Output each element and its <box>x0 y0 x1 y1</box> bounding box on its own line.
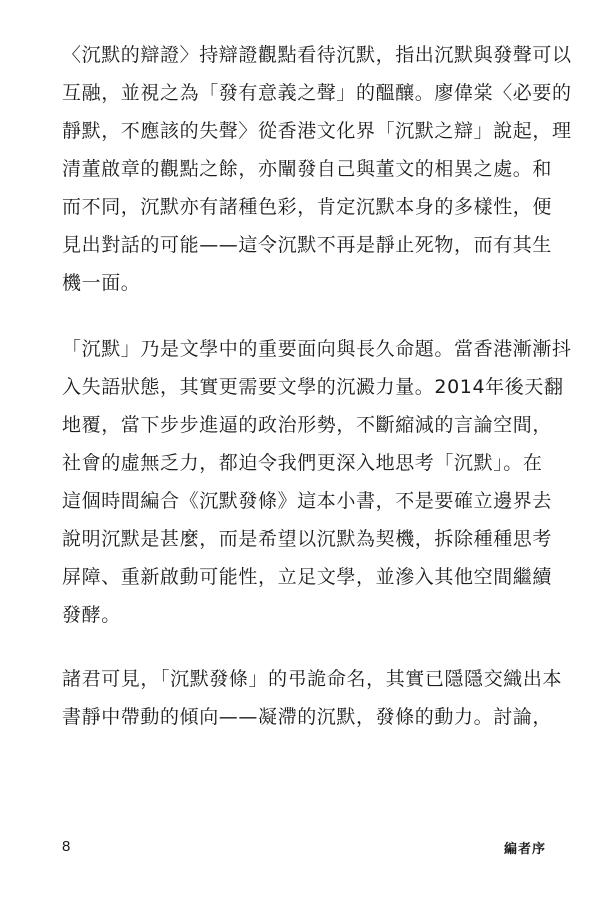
text-line: 書靜中帶動的傾向——凝滯的沉默，發條的動力。討論， <box>62 706 553 728</box>
text-line: 機一面。 <box>62 272 141 294</box>
text-line: 發酵。 <box>62 604 121 626</box>
paragraph-1 <box>62 36 572 302</box>
text-line: 屏障、重新啟動可能性，立足文學，並滲入其他空間繼續 <box>62 566 553 588</box>
text-line: 「沉默」乃是文學中的重要面向與長久命題。當香港漸漸抖 <box>62 338 572 360</box>
text-line: 入失語狀態，其實更需要文學的沉澱力量。2014年後天翻 <box>62 376 564 398</box>
text-line: 諸君可見，「沉默發條」的弔詭命名，其實已隱隱交織出本 <box>62 668 563 690</box>
text-line: 〈沉默的辯證〉持辯證觀點看待沉默，指出沉默與發聲可以 <box>62 44 572 66</box>
text-line: 而不同，沉默亦有諸種色彩，肯定沉默本身的多樣性，便 <box>62 196 553 218</box>
text-line: 社會的虛無乏力，都迫令我們更深入地思考「沉默」。在 <box>62 452 543 474</box>
text-line: 清董啟章的觀點之餘，亦闡發自己與董文的相異之處。和 <box>62 158 553 180</box>
text-line: 這個時間編合《沉默發條》這本小書，不是要確立邊界去 <box>62 490 553 512</box>
paragraph-2 <box>62 330 572 634</box>
page-number: 8 <box>62 838 71 855</box>
text-line: 互融，並視之為「發有意義之聲」的醞釀。廖偉棠〈必要的 <box>62 82 572 104</box>
text-line: 見出對話的可能——這令沉默不再是靜止死物，而有其生 <box>62 234 553 256</box>
paragraph-3 <box>62 660 563 736</box>
running-head: 編者序 <box>503 842 546 857</box>
text-line: 靜默，不應該的失聲〉從香港文化界「沉默之辯」說起，理 <box>62 120 572 142</box>
text-line: 地覆，當下步步進逼的政治形勢，不斷縮減的言論空間， <box>62 414 553 436</box>
text-line: 說明沉默是甚麼，而是希望以沉默為契機，拆除種種思考 <box>62 528 553 550</box>
